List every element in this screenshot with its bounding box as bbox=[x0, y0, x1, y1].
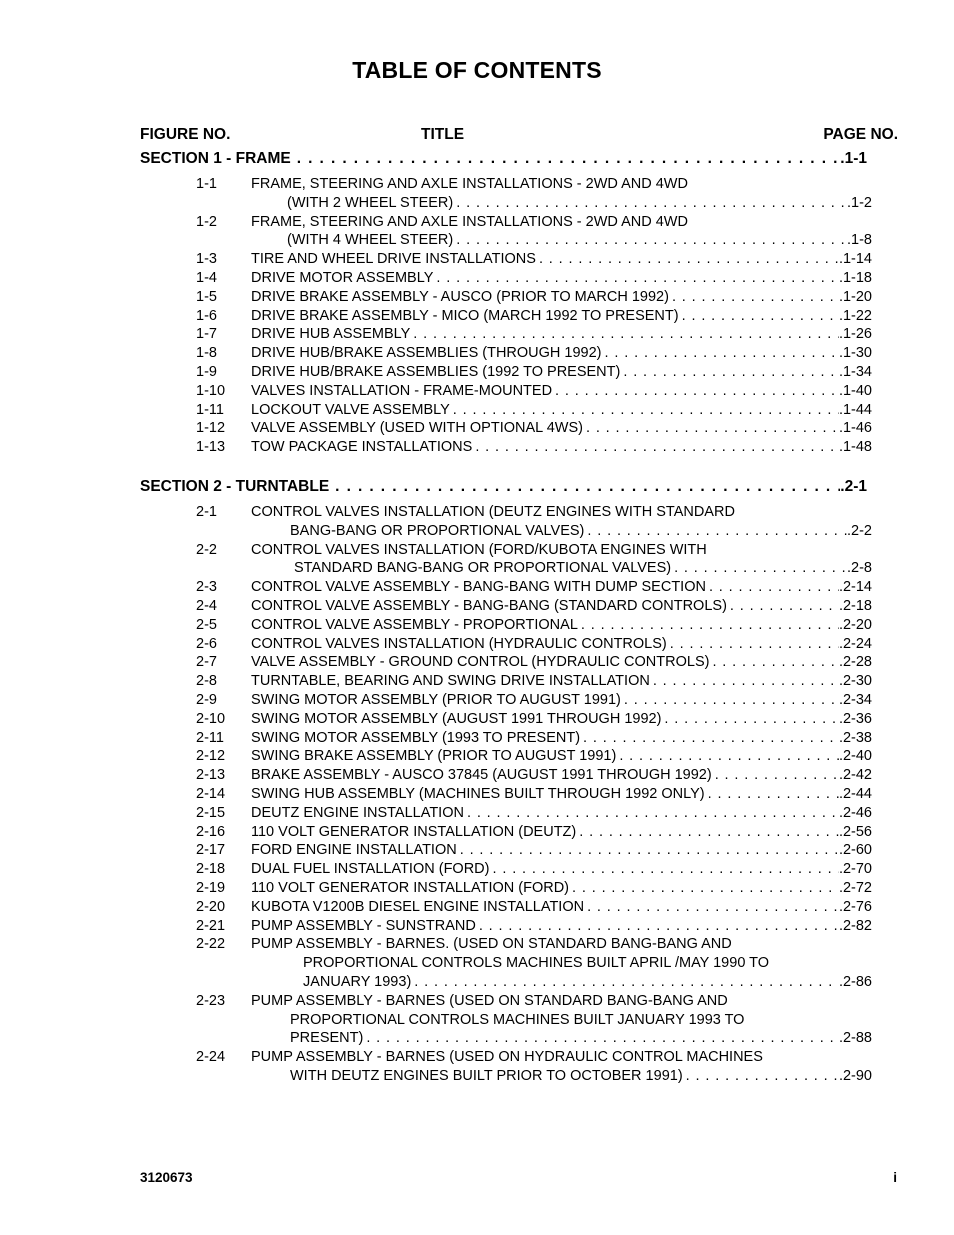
entry-title: DRIVE HUB/BRAKE ASSEMBLIES (1992 TO PRESENT) bbox=[251, 364, 621, 380]
document-number: 3120673 bbox=[140, 1170, 193, 1185]
entry-title: PRESENT) bbox=[290, 1030, 364, 1047]
entry-title: DRIVE BRAKE ASSEMBLY - AUSCO (PRIOR TO MARCH 1992) bbox=[251, 288, 669, 305]
figure-number: 2-14 bbox=[196, 786, 226, 802]
entry-title: STANDARD BANG-BANG OR PROPORTIONAL VALVES) bbox=[294, 560, 672, 577]
figure-number: 2-1 bbox=[196, 504, 217, 520]
section-page: .1-1 bbox=[840, 150, 867, 167]
figure-number: 2-11 bbox=[196, 729, 224, 746]
toc-entry-continuation bbox=[0, 974, 954, 992]
entry-title: SWING MOTOR ASSEMBLY (1993 TO PRESENT) bbox=[251, 729, 581, 746]
leader-dots bbox=[584, 523, 847, 539]
section-label: SECTION 1 - FRAME bbox=[140, 150, 291, 167]
toc-entry bbox=[0, 345, 954, 363]
leader-dots bbox=[450, 402, 839, 418]
leader-dots bbox=[727, 598, 839, 614]
entry-page-number: .2-38 bbox=[838, 729, 872, 746]
toc-entry-continuation bbox=[0, 1012, 954, 1030]
toc-entry bbox=[0, 214, 954, 232]
entry-title: 110 VOLT GENERATOR INSTALLATION (FORD) bbox=[251, 880, 569, 896]
entry-page-number: .1-18 bbox=[838, 270, 872, 286]
toc-entry bbox=[0, 692, 954, 710]
entry-title: TIRE AND WHEEL DRIVE INSTALLATIONS bbox=[251, 251, 536, 268]
entry-page-number: .2-28 bbox=[838, 654, 872, 671]
entry-page-number: .1-44 bbox=[838, 401, 872, 418]
leader-dots bbox=[552, 383, 839, 399]
entry-page-number: .2-24 bbox=[838, 635, 872, 652]
entry-title: TURNTABLE, BEARING AND SWING DRIVE INSTALLATION bbox=[251, 673, 650, 690]
toc-entry bbox=[0, 936, 954, 954]
entry-title: VALVE ASSEMBLY (USED WITH OPTIONAL 4WS) bbox=[251, 420, 583, 437]
leader-dots bbox=[671, 560, 847, 576]
entry-page-number: .1-40 bbox=[838, 382, 872, 399]
leader-dots bbox=[433, 270, 839, 286]
figure-number: 1-10 bbox=[196, 382, 226, 399]
leader-dots bbox=[536, 251, 839, 267]
entry-title: CONTROL VALVES INSTALLATION (HYDRAULIC CONTROLS) bbox=[251, 635, 667, 652]
leader-dots bbox=[578, 617, 839, 633]
entry-title: 110 VOLT GENERATOR INSTALLATION (DEUTZ) bbox=[251, 823, 577, 840]
entry-title: WITH DEUTZ ENGINES BUILT PRIOR TO OCTOBER 1991) bbox=[290, 1068, 683, 1084]
toc-entry-continuation bbox=[0, 1030, 954, 1048]
entry-page-number: .2-14 bbox=[838, 579, 872, 596]
entry-title: JANUARY 1993) bbox=[303, 974, 412, 990]
figure-number: 2-3 bbox=[196, 579, 217, 596]
figure-number: 2-8 bbox=[196, 673, 217, 690]
figure-number: 1-8 bbox=[196, 345, 217, 362]
section-heading-turntable bbox=[140, 478, 867, 498]
entry-page-number: .2-76 bbox=[838, 898, 872, 915]
entry-page-number: .1-48 bbox=[838, 439, 872, 456]
entry-title: BANG-BANG OR PROPORTIONAL VALVES) bbox=[290, 522, 585, 539]
figure-number: 2-7 bbox=[196, 654, 217, 671]
toc-entry-continuation bbox=[0, 523, 954, 541]
leader-dots bbox=[453, 195, 847, 211]
toc-entry bbox=[0, 786, 954, 804]
figure-number: 1-6 bbox=[196, 307, 217, 324]
toc-entry bbox=[0, 767, 954, 785]
toc-entry bbox=[0, 636, 954, 654]
leader-dots bbox=[569, 880, 839, 896]
leader-dots bbox=[580, 730, 839, 746]
leader-dots bbox=[709, 654, 838, 670]
toc-entry-continuation bbox=[0, 560, 954, 578]
leader-dots bbox=[583, 420, 839, 436]
toc-entry bbox=[0, 598, 954, 616]
entry-title: DRIVE HUB/BRAKE ASSEMBLIES (THROUGH 1992) bbox=[251, 345, 602, 362]
entry-title: SWING BRAKE ASSEMBLY (PRIOR TO AUGUST 1991) bbox=[251, 748, 617, 765]
leader-dots bbox=[679, 308, 839, 324]
entry-page-number: .1-2 bbox=[847, 194, 872, 211]
entry-title: TOW PACKAGE INSTALLATIONS bbox=[251, 439, 473, 456]
entry-title: (WITH 4 WHEEL STEER) bbox=[287, 232, 454, 249]
entry-title: FRAME, STEERING AND AXLE INSTALLATIONS - 2WD AND 4WD bbox=[251, 213, 688, 230]
entry-title: DRIVE HUB ASSEMBLY bbox=[251, 326, 411, 343]
figure-number: 1-11 bbox=[196, 401, 224, 418]
entry-title: PUMP ASSEMBLY - SUNSTRAND bbox=[251, 917, 476, 934]
section-label: SECTION 2 - TURNTABLE bbox=[140, 478, 330, 495]
figure-number: 1-4 bbox=[196, 270, 217, 286]
page-number: i bbox=[893, 1170, 897, 1185]
entry-page-number: .2-2 bbox=[847, 522, 872, 539]
toc-entry bbox=[0, 673, 954, 691]
figure-number: 2-12 bbox=[196, 748, 226, 765]
leader-dots bbox=[411, 974, 839, 990]
entry-title: PROPORTIONAL CONTROLS MACHINES BUILT JANUARY 1993 TO bbox=[290, 1011, 745, 1028]
entry-page-number: .2-86 bbox=[838, 974, 872, 990]
entry-page-number: .2-34 bbox=[838, 692, 872, 708]
figure-number: 2-22 bbox=[196, 936, 226, 953]
figure-number: 1-2 bbox=[196, 213, 217, 230]
leader-dots bbox=[453, 232, 847, 248]
figure-number: 1-5 bbox=[196, 288, 217, 305]
entry-page-number: .1-34 bbox=[838, 364, 872, 380]
toc-entry bbox=[0, 439, 954, 457]
figure-number: 2-19 bbox=[196, 880, 226, 896]
figure-number: 1-9 bbox=[196, 364, 217, 380]
entry-title: CONTROL VALVES INSTALLATION (FORD/KUBOTA ENGINES WITH bbox=[251, 541, 707, 558]
leader-dots bbox=[661, 711, 839, 727]
toc-entry-continuation bbox=[0, 232, 954, 250]
toc-entry bbox=[0, 420, 954, 438]
entry-title: SWING MOTOR ASSEMBLY (PRIOR TO AUGUST 1991) bbox=[251, 692, 621, 708]
figure-number: 1-3 bbox=[196, 251, 217, 268]
leader-dots bbox=[329, 478, 840, 496]
figure-number: 2-24 bbox=[196, 1049, 226, 1066]
leader-dots bbox=[602, 345, 839, 361]
toc-entry bbox=[0, 504, 954, 522]
toc-entry bbox=[0, 176, 954, 194]
header-page-no: PAGE NO. bbox=[823, 126, 898, 143]
entry-title: CONTROL VALVE ASSEMBLY - PROPORTIONAL bbox=[251, 616, 578, 633]
toc-entry bbox=[0, 730, 954, 748]
leader-dots bbox=[576, 824, 839, 840]
leader-dots bbox=[616, 748, 839, 764]
entry-title: DUAL FUEL INSTALLATION (FORD) bbox=[251, 861, 490, 878]
entry-title: CONTROL VALVE ASSEMBLY - BANG-BANG WITH DUMP SECTION bbox=[251, 579, 706, 596]
entry-title: DEUTZ ENGINE INSTALLATION bbox=[251, 804, 464, 821]
entry-page-number: .2-72 bbox=[838, 880, 872, 896]
toc-entry bbox=[0, 880, 954, 898]
toc-entry bbox=[0, 270, 954, 288]
entry-title: CONTROL VALVE ASSEMBLY - BANG-BANG (STANDARD CONTROLS) bbox=[251, 598, 727, 614]
leader-dots bbox=[410, 326, 839, 342]
entry-page-number: .1-8 bbox=[847, 232, 872, 249]
toc-entry bbox=[0, 579, 954, 597]
leader-dots bbox=[667, 636, 839, 652]
entry-page-number: .2-8 bbox=[847, 560, 872, 577]
entry-title: DRIVE MOTOR ASSEMBLY bbox=[251, 270, 434, 286]
leader-dots bbox=[712, 767, 839, 783]
toc-entry bbox=[0, 861, 954, 879]
entry-page-number: .1-22 bbox=[838, 307, 872, 324]
toc-entry bbox=[0, 617, 954, 635]
toc-entry bbox=[0, 326, 954, 344]
toc-entry bbox=[0, 654, 954, 672]
entry-page-number: .2-70 bbox=[838, 861, 872, 878]
entry-page-number: .1-30 bbox=[838, 345, 872, 362]
leader-dots bbox=[669, 289, 839, 305]
entry-page-number: .1-46 bbox=[838, 420, 872, 437]
toc-entry bbox=[0, 542, 954, 560]
leader-dots bbox=[464, 805, 839, 821]
toc-entry bbox=[0, 711, 954, 729]
entry-title: PUMP ASSEMBLY - BARNES (USED ON STANDARD BANG-BANG AND bbox=[251, 992, 728, 1009]
figure-number: 2-21 bbox=[196, 917, 226, 934]
entry-page-number: .2-40 bbox=[838, 748, 872, 765]
entry-title: PUMP ASSEMBLY - BARNES (USED ON HYDRAULIC CONTROL MACHINES bbox=[251, 1049, 763, 1066]
entry-title: FRAME, STEERING AND AXLE INSTALLATIONS - 2WD AND 4WD bbox=[251, 176, 688, 192]
section-heading-frame bbox=[140, 150, 867, 170]
entry-page-number: .1-14 bbox=[838, 251, 872, 268]
figure-number: 1-1 bbox=[196, 176, 217, 192]
page-title: TABLE OF CONTENTS bbox=[352, 57, 602, 83]
toc-entry bbox=[0, 805, 954, 823]
toc-entry bbox=[0, 748, 954, 766]
entry-page-number: .2-30 bbox=[838, 673, 872, 690]
entry-page-number: .2-36 bbox=[838, 710, 872, 727]
figure-number: 2-5 bbox=[196, 616, 217, 633]
figure-number: 2-13 bbox=[196, 767, 226, 784]
figure-number: 2-4 bbox=[196, 598, 217, 614]
entry-title: (WITH 2 WHEEL STEER) bbox=[287, 194, 454, 211]
toc-entry bbox=[0, 1049, 954, 1067]
toc-entry bbox=[0, 289, 954, 307]
entry-title: FORD ENGINE INSTALLATION bbox=[251, 842, 457, 859]
entry-title: SWING HUB ASSEMBLY (MACHINES BUILT THROUGH 1992 ONLY) bbox=[251, 786, 705, 802]
toc-entry bbox=[0, 899, 954, 917]
entry-page-number: .2-42 bbox=[838, 767, 872, 784]
leader-dots bbox=[584, 899, 839, 915]
toc-entry bbox=[0, 918, 954, 936]
figure-number: 2-15 bbox=[196, 804, 226, 821]
figure-number: 2-20 bbox=[196, 898, 226, 915]
entry-title: BRAKE ASSEMBLY - AUSCO 37845 (AUGUST 1991 THROUGH 1992) bbox=[251, 767, 712, 784]
entry-page-number: .2-60 bbox=[838, 842, 872, 859]
entry-page-number: .1-20 bbox=[838, 288, 872, 305]
entry-title: PUMP ASSEMBLY - BARNES. (USED ON STANDARD BANG-BANG AND bbox=[251, 936, 732, 953]
leader-dots bbox=[620, 364, 839, 380]
leader-dots bbox=[363, 1030, 839, 1046]
section-page: .2-1 bbox=[840, 478, 867, 495]
entry-page-number: .2-82 bbox=[838, 917, 872, 934]
toc-entry bbox=[0, 842, 954, 860]
entry-page-number: .2-18 bbox=[838, 598, 872, 614]
toc-entry-continuation bbox=[0, 195, 954, 213]
leader-dots bbox=[476, 918, 839, 934]
figure-number: 1-12 bbox=[196, 420, 226, 437]
figure-number: 2-6 bbox=[196, 635, 217, 652]
entry-title: LOCKOUT VALVE ASSEMBLY bbox=[251, 401, 450, 418]
figure-number: 1-7 bbox=[196, 326, 217, 343]
leader-dots bbox=[291, 150, 841, 168]
header-title: TITLE bbox=[421, 126, 465, 143]
entry-title: KUBOTA V1200B DIESEL ENGINE INSTALLATION bbox=[251, 898, 585, 915]
figure-number: 2-9 bbox=[196, 692, 217, 708]
entry-title: SWING MOTOR ASSEMBLY (AUGUST 1991 THROUGH 1992) bbox=[251, 710, 662, 727]
toc-entry bbox=[0, 402, 954, 420]
leader-dots bbox=[650, 673, 839, 689]
leader-dots bbox=[705, 786, 839, 802]
toc-entry bbox=[0, 251, 954, 269]
entry-page-number: .2-46 bbox=[838, 804, 872, 821]
entry-page-number: .2-44 bbox=[838, 786, 872, 802]
leader-dots bbox=[457, 842, 839, 858]
figure-number: 2-16 bbox=[196, 823, 226, 840]
leader-dots bbox=[683, 1068, 839, 1084]
toc-entry-continuation bbox=[0, 955, 954, 973]
leader-dots bbox=[472, 439, 839, 455]
header-figure-no: FIGURE NO. bbox=[140, 126, 231, 143]
figure-number: 1-13 bbox=[196, 439, 226, 456]
entry-title: DRIVE BRAKE ASSEMBLY - MICO (MARCH 1992 TO PRESENT) bbox=[251, 307, 679, 324]
leader-dots bbox=[706, 579, 839, 595]
toc-entry bbox=[0, 824, 954, 842]
leader-dots bbox=[489, 861, 838, 877]
leader-dots bbox=[621, 692, 839, 708]
figure-number: 2-10 bbox=[196, 710, 226, 727]
toc-entry bbox=[0, 383, 954, 401]
entry-page-number: .2-20 bbox=[838, 616, 872, 633]
entry-title: VALVES INSTALLATION - FRAME-MOUNTED bbox=[251, 382, 553, 399]
toc-entry bbox=[0, 364, 954, 382]
toc-entry-continuation bbox=[0, 1068, 954, 1086]
toc-entry bbox=[0, 308, 954, 326]
entry-page-number: .2-88 bbox=[838, 1030, 872, 1047]
figure-number: 2-17 bbox=[196, 842, 226, 859]
entry-page-number: .2-90 bbox=[838, 1068, 872, 1084]
figure-number: 2-23 bbox=[196, 992, 226, 1009]
figure-number: 2-18 bbox=[196, 861, 226, 878]
figure-number: 2-2 bbox=[196, 541, 217, 558]
entry-title: PROPORTIONAL CONTROLS MACHINES BUILT APRIL /MAY 1990 TO bbox=[303, 955, 770, 972]
entry-title: VALVE ASSEMBLY - GROUND CONTROL (HYDRAULIC CONTROLS) bbox=[251, 654, 710, 671]
entry-page-number: .1-26 bbox=[838, 326, 872, 343]
entry-title: CONTROL VALVES INSTALLATION (DEUTZ ENGINES WITH STANDARD bbox=[251, 504, 735, 520]
entry-page-number: .2-56 bbox=[838, 823, 872, 840]
column-headers bbox=[140, 126, 898, 148]
toc-entry bbox=[0, 993, 954, 1011]
